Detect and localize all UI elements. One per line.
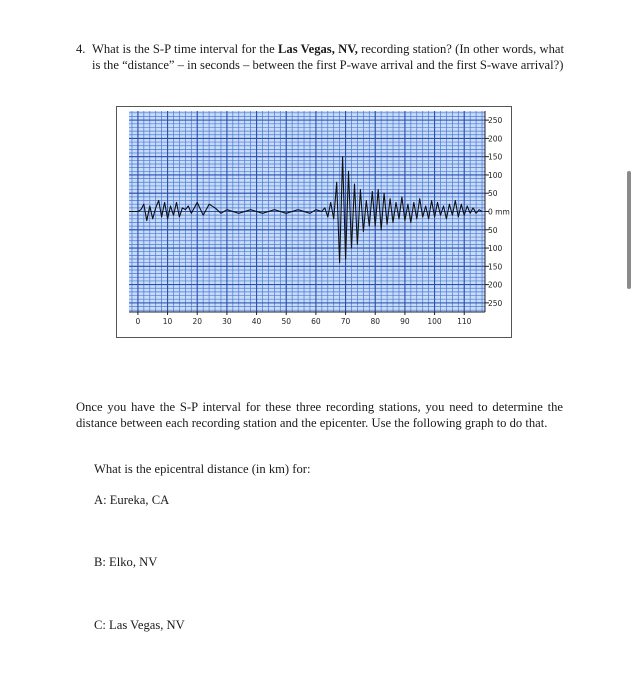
question-text-before: What is the S-P time interval for the — [92, 42, 279, 56]
y-tick-label: 200 — [488, 134, 503, 144]
x-tick-label: 50 — [281, 317, 292, 326]
station-name-bold: Las Vegas, NV, — [278, 42, 358, 56]
x-tick-label: 70 — [340, 317, 351, 326]
x-tick-label: 20 — [192, 317, 203, 326]
y-tick-label: 200 — [488, 280, 503, 290]
y-tick-label: 0 mm — [488, 207, 510, 217]
x-tick-label: 110 — [457, 317, 472, 326]
x-tick-label: 90 — [400, 317, 410, 326]
x-tick-label: 10 — [162, 317, 173, 326]
y-tick-label: 250 — [488, 116, 503, 126]
y-tick-label: 100 — [488, 170, 503, 180]
y-tick-label: 100 — [488, 244, 503, 254]
x-tick-label: 40 — [251, 317, 262, 326]
y-tick-label: 50 — [488, 225, 498, 235]
question-text — [76, 42, 564, 73]
x-tick-label: 80 — [370, 317, 381, 326]
seismogram-figure — [116, 106, 512, 338]
y-tick-label: 250 — [488, 298, 503, 308]
instructions-paragraph: Once you have the S-P interval for these three recording stations, you need to determine the distance between each recording station and the epicenter. Use the following graph to do that. — [76, 400, 563, 430]
item-c-las-vegas: C: Las Vegas, NV — [94, 618, 185, 632]
y-tick-label: 50 — [488, 189, 498, 199]
question-text-after: recording station? (In other words, what is the “distance” – in seconds – between the first P-wave arrival and the first S-wave arrival?) — [92, 42, 564, 72]
item-a-eureka: A: Eureka, CA — [94, 493, 170, 507]
x-tick-label: 30 — [222, 317, 232, 326]
item-b-elko: B: Elko, NV — [94, 555, 158, 569]
y-tick-label: 150 — [488, 262, 503, 272]
x-tick-label: 100 — [427, 317, 442, 326]
x-tick-label: 0 — [135, 317, 141, 326]
question-number: 4. — [76, 42, 86, 56]
question-4 — [76, 42, 564, 73]
epicentral-distance-question: What is the epicentral distance (in km) for: — [94, 462, 311, 476]
y-tick-label: 150 — [488, 152, 503, 162]
x-tick-label: 60 — [311, 317, 321, 326]
seismogram-chart — [117, 107, 510, 336]
vertical-scrollbar[interactable] — [627, 171, 631, 289]
